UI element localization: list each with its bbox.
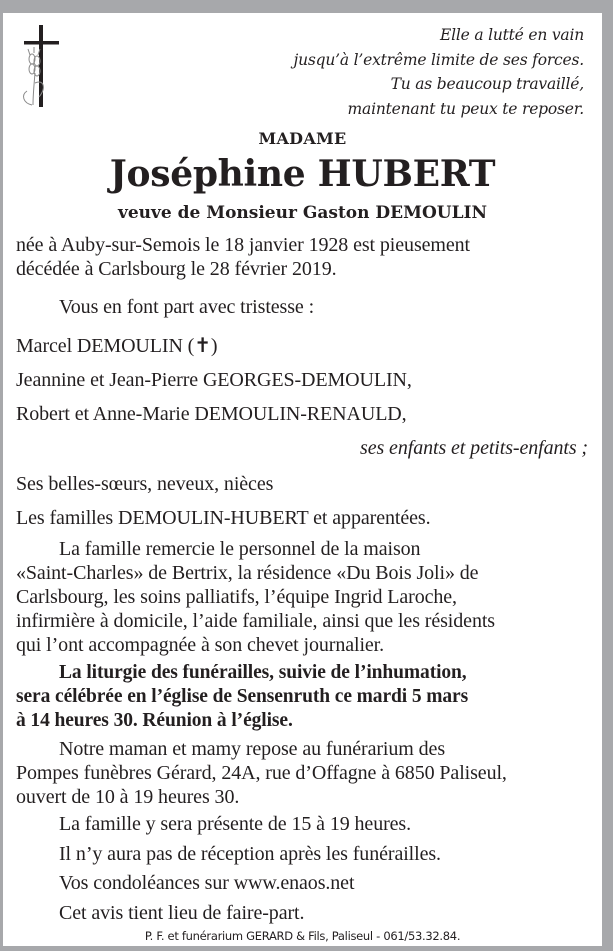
note-line: La famille y sera présente de 15 à 19 heures. — [59, 813, 412, 835]
child-entry: Jeannine et Jean-Pierre GEORGES-DEMOULIN, — [16, 369, 412, 391]
funeral-line: à 14 heures 30. Réunion à l’église. — [16, 710, 293, 731]
birth-death — [16, 233, 592, 281]
birth-death-line: née à Auby-sur-Semois le 18 janvier 1928 est pieusement — [16, 234, 470, 256]
poem-line: jusqu’à l’extrême limite de ses forces. — [293, 50, 584, 69]
relatives-entry: Les familles DEMOULIN-HUBERT et apparentées. — [16, 507, 431, 529]
visitation-paragraph — [16, 737, 592, 809]
cross-wheat-icon — [19, 25, 59, 107]
thanks-paragraph — [16, 537, 592, 657]
thanks-line: La famille remercie le personnel de la maison — [59, 538, 421, 560]
children-caption: ses enfants et petits-enfants ; — [360, 437, 588, 459]
intro-line: Vous en font part avec tristesse : — [59, 296, 315, 318]
poem-line: Elle a lutté en vain — [439, 26, 584, 44]
note-line: Cet avis tient lieu de faire-part. — [59, 901, 305, 924]
obituary-page — [3, 13, 602, 946]
visitation-line: Notre maman et mamy repose au funérarium des — [59, 738, 446, 760]
widow-of: veuve de Monsieur Gaston DEMOULIN — [117, 203, 488, 223]
visitation-line: Pompes funèbres Gérard, 24A, rue d’Offagne à 6850 Paliseul, — [16, 762, 507, 784]
funeral-line: sera célébrée en l’église de Sensenruth ce mardi 5 mars — [16, 686, 469, 707]
honorific: MADAME — [258, 129, 347, 148]
poem-line: maintenant tu peux te reposer. — [347, 99, 584, 118]
relatives-entry: Ses belles-sœurs, neveux, nièces — [16, 473, 274, 495]
thanks-line: Carlsbourg, les soins palliatifs, l’équipe Ingrid Laroche, — [16, 586, 457, 608]
note-line: Il n’y aura pas de réception après les funérailles. — [59, 842, 441, 865]
funeral-line: La liturgie des funérailles, suivie de l’inhumation, — [59, 662, 467, 683]
deceased-name: Joséphine HUBERT — [109, 153, 496, 195]
thanks-line: «Saint-Charles» de Bertrix, la résidence «Du Bois Joli» de — [16, 562, 479, 584]
announcement-intro — [16, 295, 592, 319]
funeral-paragraph — [16, 661, 592, 733]
child-entry: Marcel DEMOULIN (✝) — [16, 335, 218, 357]
children-list — [16, 329, 592, 465]
relatives-list — [16, 467, 592, 535]
note-line: Vos condoléances sur www.enaos.net — [59, 872, 355, 894]
poem — [294, 23, 585, 121]
birth-death-line: décédée à Carlsbourg le 28 février 2019. — [16, 258, 337, 280]
thanks-line: qui l’ont accompagnée à son chevet journalier. — [16, 634, 385, 656]
funeral-home-footer: P. F. et funérarium GERARD & Fils, Paliseul - 061/53.32.84. — [144, 929, 461, 943]
thanks-line: infirmière à domicile, l’aide familiale, ainsi que les résidents — [16, 610, 495, 632]
poem-line: Tu as beaucoup travaillé, — [390, 75, 584, 93]
notes — [16, 810, 592, 928]
child-entry: Robert et Anne-Marie DEMOULIN-RENAULD, — [16, 403, 407, 425]
visitation-line: ouvert de 10 à 19 heures 30. — [16, 786, 240, 808]
